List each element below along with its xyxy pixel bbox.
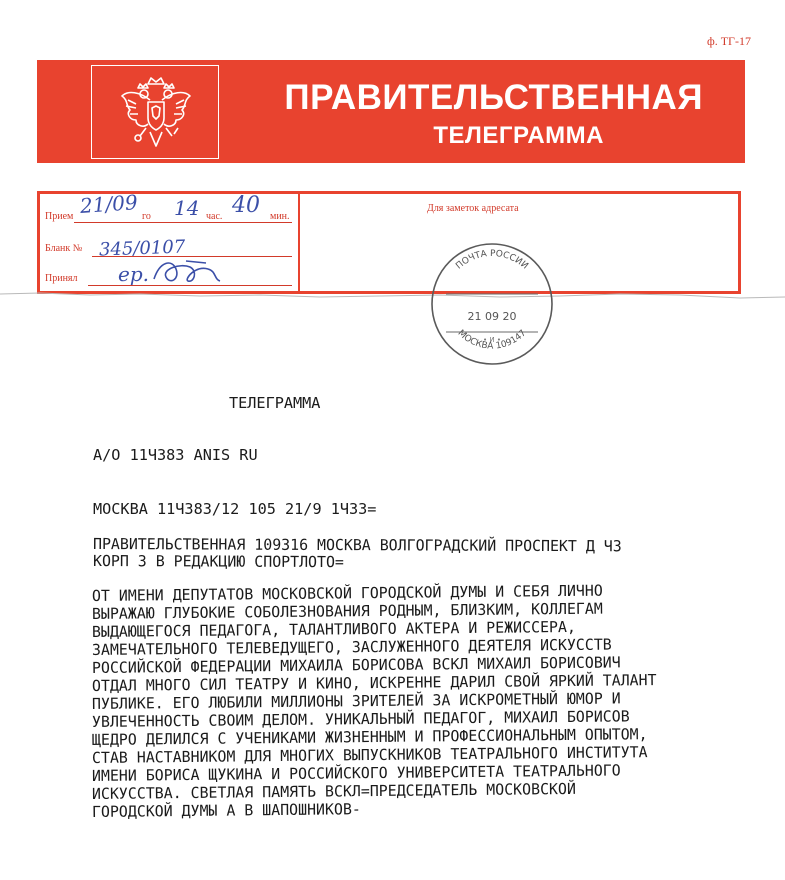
russian-eagle-icon: [120, 74, 192, 152]
stamp-top-text: ПОЧТА РОССИИ: [454, 248, 530, 272]
received-date: 21/09: [79, 190, 139, 218]
signature-scribble: [150, 255, 230, 287]
received-minute: 40: [232, 193, 260, 218]
form-code: ф. ТГ-17: [706, 34, 751, 48]
blank-number: 345/0107: [98, 236, 186, 261]
stamp-bottom-text: МОСКВА 109147: [455, 328, 529, 352]
blank-label: Бланк №: [45, 243, 83, 254]
address-line: ПРАВИТЕЛЬСТВЕННАЯ 109316 МОСКВА ВОЛГОГРАДСКИЙ ПРОСПЕКТ Д Ч3: [92, 535, 622, 556]
body-line: УВЛЕЧЕННОСТЬ СВОИМ ДЕЛОМ. УНИКАЛЬНЫЙ ПЕДАГОГ, МИХАИЛ БОРИСОВ: [91, 707, 630, 731]
banner-subtitle: ТЕЛЕГРАММА: [433, 122, 604, 149]
body-line: ОТ ИМЕНИ ДЕПУТАТОВ МОСКОВСКОЙ ГОРОДСКОЙ ДУМЫ И СЕБЯ ЛИЧНО: [91, 581, 603, 605]
body-line: ИМЕНИ БОРИСА ЩУКИНА И РОССИЙСКОГО УНИВЕРСИТЕТА ТЕАТРАЛЬНОГО: [91, 761, 621, 785]
postmark-stamp: [424, 236, 560, 372]
origin-line: МОСКВА 11Ч383/12 105 21/9 1Ч33=: [93, 500, 377, 518]
notes-label: Для заметок адресата: [427, 203, 519, 214]
reception-divider: [298, 194, 300, 291]
go-label: го: [142, 211, 151, 222]
header-banner: [37, 60, 745, 163]
body-line: ПУБЛИКЕ. ЕГО ЛЮБИЛИ МИЛЛИОНЫ ЗРИТЕЛЕЙ ЗА ИСКРОМЕТНЫЙ ЮМОР И: [91, 689, 621, 713]
address-line: КОРП 3 В РЕДАКЦИЮ СПОРТЛОТО=: [92, 552, 344, 572]
accepted-signature: ер.: [118, 262, 149, 286]
tear-line: [0, 290, 785, 304]
body-line: ИСКУССТВА. СВЕТЛАЯ ПАМЯТЬ ВСКЛ=ПРЕДСЕДАТЕЛЬ МОСКОВСКОЙ: [91, 779, 576, 803]
body-line: ВЫРАЖАЮ ГЛУБОКИЕ СОБОЛЕЗНОВАНИЯ РОДНЫМ, БЛИЗКИМ, КОЛЛЕГАМ: [91, 599, 603, 623]
body-line: ГОРОДСКОЙ ДУМЫ А В ШАПОШНИКОВ-: [91, 800, 361, 821]
body-line: ЗАМЕЧАТЕЛЬНОГО ТЕЛЕВЕДУЩЕГО, ЗАСЛУЖЕННОГО ДЕЯТЕЛЯ ИСКУССТВ: [91, 635, 612, 659]
received-label: Прием: [45, 211, 74, 222]
body-line: ЩЕДРО ДЕЛИЛСЯ С УЧЕНИКАМИ ЖИЗНЕННЫМ И ПРОФЕССИОНАЛЬНЫМ ОПЫТОМ,: [91, 725, 648, 749]
ao-line: А/О 11Ч383 ANIS RU: [93, 446, 258, 464]
received-line: [74, 222, 292, 223]
minute-label: мин.: [270, 211, 290, 222]
banner-title: ПРАВИТЕЛЬСТВЕННАЯ: [284, 78, 703, 117]
received-hour: 14: [174, 196, 200, 220]
body-line: ОТДАЛ МНОГО СИЛ ТЕАТРУ И КИНО, ИСКРЕННЕ ДАРИЛ СВОЙ ЯРКИЙ ТАЛАНТ: [91, 671, 657, 695]
body-line: СТАВ НАСТАВНИКОМ ДЛЯ МНОГИХ ВЫПУСКНИКОВ ТЕАТРАЛЬНОГО ИНСТИТУТА: [91, 743, 648, 767]
stamp-marker: • И •: [483, 336, 501, 344]
stamp-date: 21 09 20: [467, 310, 517, 323]
telegram-heading: ТЕЛЕГРАММА: [229, 394, 321, 412]
emblem-frame: [91, 65, 219, 159]
body-line: ВЫДАЮЩЕГОСЯ ПЕДАГОГА, ТАЛАНТЛИВОГО АКТЕРА И РЕЖИССЕРА,: [91, 617, 576, 641]
accepted-label: Принял: [45, 273, 78, 284]
hour-label: час.: [206, 211, 223, 222]
body-line: РОССИЙСКОЙ ФЕДЕРАЦИИ МИХАИЛА БОРИСОВА ВСКЛ МИХАИЛ БОРИСОВИЧ: [91, 653, 621, 677]
